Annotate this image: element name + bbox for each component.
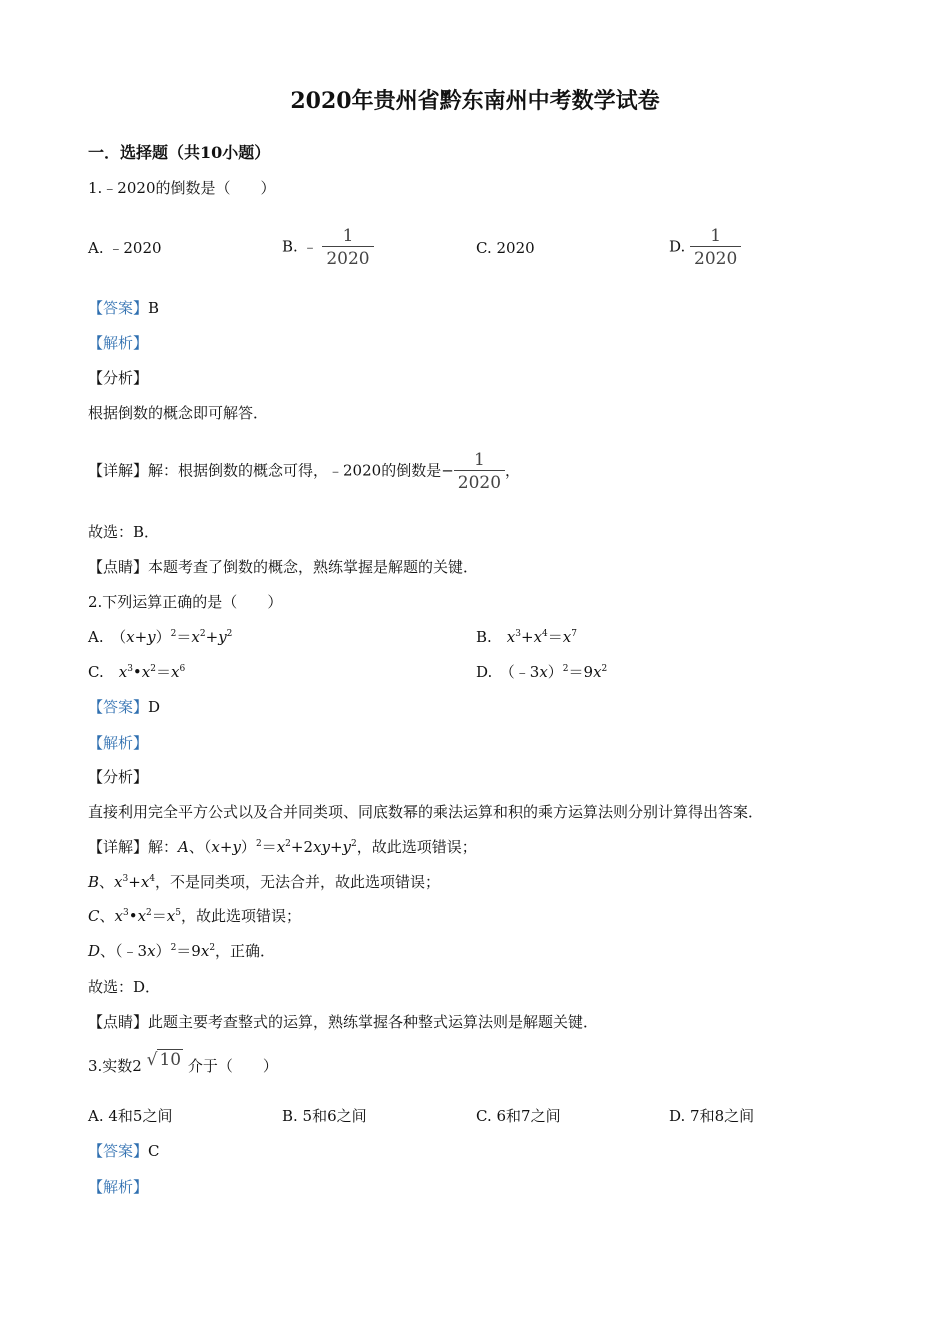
answer-label: 【答案】 xyxy=(88,1142,149,1160)
q3-option-a: A. 4和5之间 xyxy=(88,1107,173,1125)
q3-option-c: C. 6和7之间 xyxy=(476,1107,561,1125)
q2-option-d: D. $(﹣3x)^2=9x^2$ xyxy=(476,663,608,681)
q3-answer xyxy=(88,1141,160,1161)
q2-comment-text: 此题主要考查整式的运算，熟练掌握各种整式运算法则是解题关键． xyxy=(148,1013,599,1031)
q1-option-d-den: 2020 xyxy=(690,246,741,269)
q2-fenxi-text: 直接利用完全平方公式以及合并同类项、同底数幂的乘法运算和积的乘方运算法则分别计算得出答案． xyxy=(88,803,764,821)
q2-fenxi-label: 【分析】 xyxy=(88,768,149,786)
q2-stem: 2.下列运算正确的是（ ） xyxy=(88,593,283,611)
comment-label: 【点睛】 xyxy=(88,558,149,576)
q1-option-b-den: 2020 xyxy=(322,246,373,269)
q2-detail-b: B、$x^3+x^4$，不是同类项，无法合并，故此选项错误； xyxy=(88,873,441,891)
answer-label: 【答案】 xyxy=(88,299,149,317)
q1-option-d xyxy=(669,226,741,269)
q2-comment xyxy=(88,1012,598,1032)
q1-detail-num: 1 xyxy=(473,450,485,470)
q2-detail-c: C、$x^3•x^2=x^5$，故此选项错误； xyxy=(88,907,301,925)
q3-stem-suffix: 介于（ ） xyxy=(187,1057,278,1075)
q2-detail-d: D、$(﹣3x)^2=9x^2$，正确． xyxy=(88,942,276,960)
q1-option-d-label: D. xyxy=(669,237,686,256)
q2-option-c: C. $x^3•x^2=x^6$ xyxy=(88,663,186,681)
q3-radicand: 10 xyxy=(159,1050,182,1070)
q1-option-b-fraction xyxy=(322,226,373,269)
q2-choose: 故选：D． xyxy=(88,978,161,996)
sqrt-symbol: √ 10 xyxy=(146,1050,182,1070)
q3-stem xyxy=(88,1050,278,1076)
q1-analysis-label: 【解析】 xyxy=(88,334,149,352)
q3-answer-value: C xyxy=(148,1142,160,1160)
q1-fenxi-text: 根据倒数的概念即可解答． xyxy=(88,404,269,422)
q2-answer-value: D xyxy=(148,698,161,716)
section-heading: 一．选择题（共10小题） xyxy=(88,143,271,162)
q1-option-b-label: B. ﹣ xyxy=(282,237,318,256)
q1-option-c: C. 2020 xyxy=(476,239,535,257)
q1-option-b xyxy=(282,226,374,269)
q1-detail-tail: ， xyxy=(505,461,521,480)
q2-detail-a: 【详解】解：A、$(x+y)^2=x^2+2xy+y^2$，故此选项错误； xyxy=(88,838,477,856)
q1-comment xyxy=(88,557,478,577)
q1-answer xyxy=(88,298,159,318)
q1-option-b-num: 1 xyxy=(342,226,354,246)
q2-analysis-label: 【解析】 xyxy=(88,734,149,752)
q1-answer-value: B xyxy=(148,299,160,317)
q3-analysis-label: 【解析】 xyxy=(88,1178,149,1196)
q2-option-a: A. $(x+y)^2=x^2+y^2$ xyxy=(88,628,233,646)
answer-label: 【答案】 xyxy=(88,698,149,716)
q1-option-a: A. ﹣2020 xyxy=(88,239,162,257)
q1-option-d-num: 1 xyxy=(710,226,722,246)
q2-option-b: B. $x^3+x^4=x^7$ xyxy=(476,628,577,646)
detail-label: 【详解】 xyxy=(88,838,149,856)
q1-option-d-fraction xyxy=(690,226,741,269)
q1-detail xyxy=(88,450,520,493)
page-title: 2020年贵州省黔东南州中考数学试卷 xyxy=(290,88,660,114)
q1-comment-text: 本题考查了倒数的概念，熟练掌握是解题的关键． xyxy=(148,558,479,576)
q1-fenxi-label: 【分析】 xyxy=(88,369,149,387)
q1-detail-fraction xyxy=(454,450,505,493)
q3-option-b: B. 5和6之间 xyxy=(282,1107,367,1125)
q3-option-d: D. 7和8之间 xyxy=(669,1107,755,1125)
q1-stem: 1.﹣2020的倒数是（ ） xyxy=(88,179,276,197)
q1-detail-text: 解：根据倒数的概念可得，﹣2020的倒数是− xyxy=(148,461,454,480)
detail-label: 【详解】 xyxy=(88,461,149,480)
q3-stem-prefix: 3.实数2 xyxy=(88,1057,142,1075)
q2-answer xyxy=(88,697,160,717)
q1-detail-den: 2020 xyxy=(454,470,505,493)
q1-choose: 故选：B． xyxy=(88,523,160,541)
comment-label: 【点睛】 xyxy=(88,1013,149,1031)
